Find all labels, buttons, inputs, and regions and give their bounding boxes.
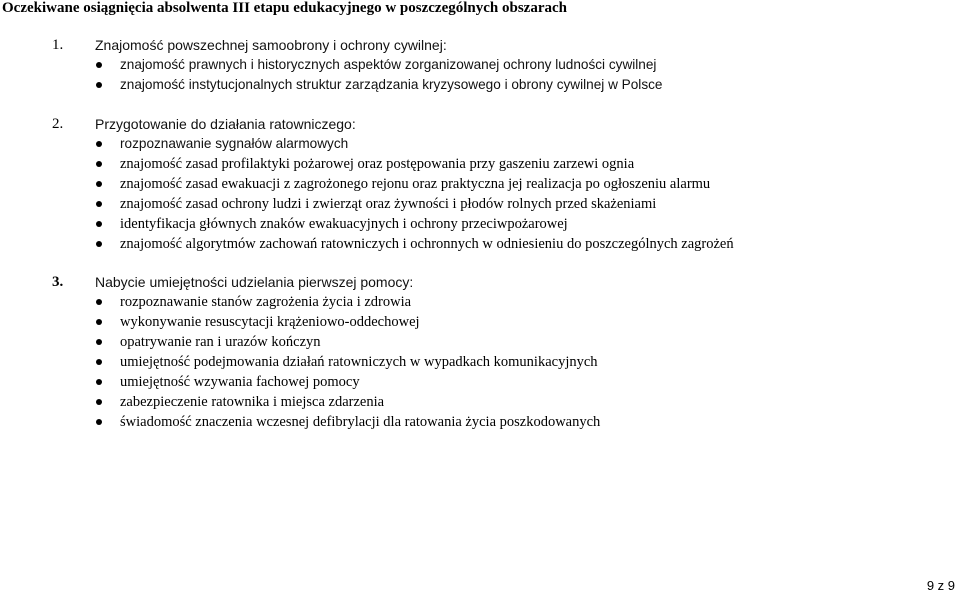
list-item-text: znajomość prawnych i historycznych aspektów zorganizowanej ochrony ludności cywilnej bbox=[120, 57, 657, 72]
list-item bbox=[0, 412, 959, 432]
bullet-icon bbox=[96, 82, 102, 88]
section-title: Znajomość powszechnej samoobrony i ochrony cywilnej: bbox=[95, 37, 447, 53]
list-item bbox=[0, 154, 959, 174]
list-item-text: opatrywanie ran i urazów kończyn bbox=[120, 334, 321, 350]
list-item bbox=[0, 194, 959, 214]
bullet-icon bbox=[96, 299, 102, 305]
list-item bbox=[0, 392, 959, 412]
list-item-text: rozpoznawanie sygnałów alarmowych bbox=[120, 136, 349, 151]
list-item bbox=[0, 134, 959, 154]
section-2 bbox=[0, 114, 959, 254]
list-item-text: znajomość zasad ewakuacji z zagrożonego rejonu oraz praktyczna jej realizacja po ogłoszeniu alarmu bbox=[120, 176, 711, 192]
section-number: 1. bbox=[52, 37, 64, 53]
list-item bbox=[0, 332, 959, 352]
list-item bbox=[0, 75, 959, 95]
list-item-text: wykonywanie resuscytacji krążeniowo-oddechowej bbox=[120, 314, 420, 330]
bullet-icon bbox=[96, 221, 102, 227]
list-item bbox=[0, 55, 959, 75]
section-title: Przygotowanie do działania ratowniczego: bbox=[95, 116, 356, 132]
bullet-icon bbox=[96, 319, 102, 325]
bullet-list bbox=[0, 292, 959, 432]
bullet-icon bbox=[96, 241, 102, 247]
list-item bbox=[0, 234, 959, 254]
bullet-icon bbox=[96, 359, 102, 365]
bullet-icon bbox=[96, 161, 102, 167]
section-title: Nabycie umiejętności udzielania pierwszej pomocy: bbox=[95, 274, 414, 290]
list-item-text: znajomość algorytmów zachowań ratowniczych i ochronnych w odniesieniu do poszczególnych zagrożeń bbox=[120, 236, 734, 252]
list-item-text: znajomość zasad ochrony ludzi i zwierząt oraz żywności i płodów rolnych przed skażeniami bbox=[120, 196, 657, 212]
bullet-icon bbox=[96, 419, 102, 425]
list-item bbox=[0, 174, 959, 194]
list-item bbox=[0, 292, 959, 312]
section-number: 3. bbox=[52, 274, 64, 290]
bullet-icon bbox=[96, 62, 102, 68]
bullet-icon bbox=[96, 141, 102, 147]
section-3 bbox=[0, 272, 959, 432]
list-item bbox=[0, 372, 959, 392]
bullet-icon bbox=[96, 339, 102, 345]
list-item-text: świadomość znaczenia wczesnej defibrylacji dla ratowania życia poszkodowanych bbox=[120, 414, 601, 430]
bullet-icon bbox=[96, 201, 102, 207]
list-item-text: znajomość zasad profilaktyki pożarowej oraz postępowania przy gaszeniu zarzewi ognia bbox=[120, 156, 635, 172]
bullet-icon bbox=[96, 181, 102, 187]
page-title: Oczekiwane osiągnięcia absolwenta III etapu edukacyjnego w poszczególnych obszarach bbox=[2, 0, 567, 16]
list-item-text: identyfikacja głównych znaków ewakuacyjnych i ochrony przeciwpożarowej bbox=[120, 216, 568, 232]
list-item-text: rozpoznawanie stanów zagrożenia życia i zdrowia bbox=[120, 294, 412, 310]
section-heading bbox=[0, 272, 959, 292]
bullet-list bbox=[0, 55, 959, 95]
section-1 bbox=[0, 35, 959, 95]
list-item bbox=[0, 214, 959, 234]
page-number: 9 z 9 bbox=[926, 578, 955, 593]
section-heading bbox=[0, 114, 959, 134]
bullet-icon bbox=[96, 399, 102, 405]
bullet-icon bbox=[96, 379, 102, 385]
list-item-text: zabezpieczenie ratownika i miejsca zdarzenia bbox=[120, 394, 385, 410]
list-item-text: umiejętność podejmowania działań ratowniczych w wypadkach komunikacyjnych bbox=[120, 354, 598, 370]
section-heading bbox=[0, 35, 959, 55]
bullet-list bbox=[0, 134, 959, 254]
list-item-text: umiejętność wzywania fachowej pomocy bbox=[120, 374, 360, 390]
list-item bbox=[0, 312, 959, 332]
list-item-text: znajomość instytucjonalnych struktur zarządzania kryzysowego i obrony cywilnej w Polsce bbox=[120, 77, 663, 92]
list-item bbox=[0, 352, 959, 372]
section-number: 2. bbox=[52, 116, 64, 132]
